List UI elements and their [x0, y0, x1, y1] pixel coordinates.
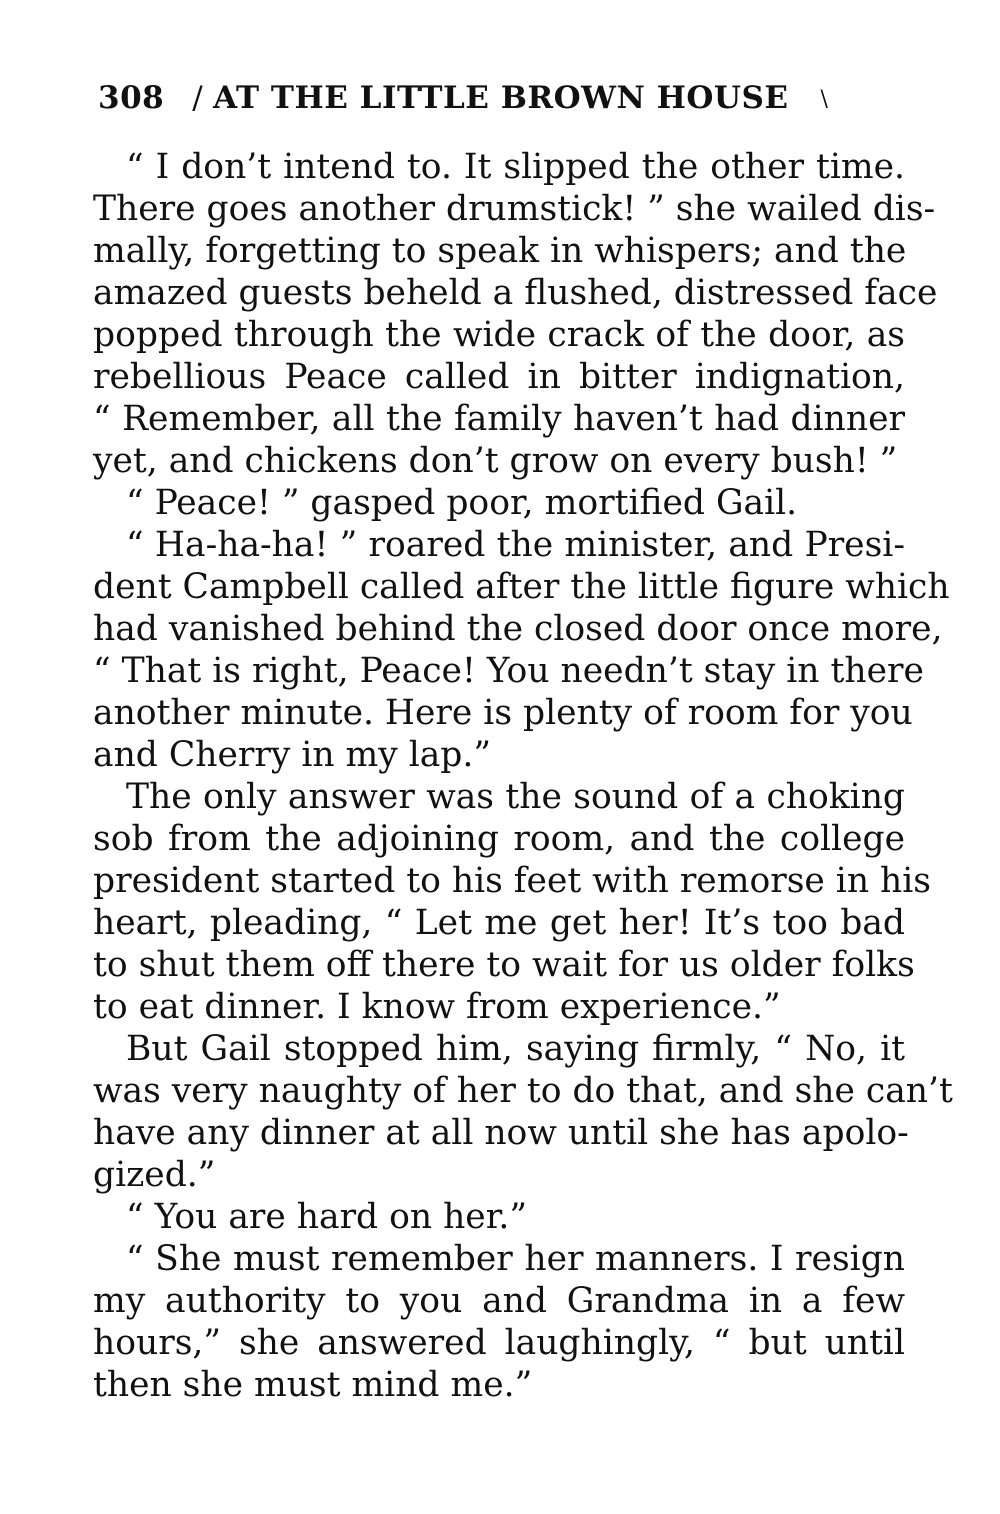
text-line: yet, and chickens don’t grow on every bush! ” [93, 441, 898, 481]
running-head-mark-left: / [192, 80, 204, 116]
text-line: rebellious Peace called in bitter indignation, [93, 357, 905, 397]
running-head-mark-right: \ [820, 86, 829, 112]
text-line: president started to his feet with remorse in his [93, 861, 931, 901]
text-line: “ That is right, Peace! You needn’t stay in there [93, 651, 924, 691]
text-line: “ Ha-ha-ha! ” roared the minister, and Presi- [126, 525, 905, 565]
text-line: mally, forgetting to speak in whispers; and the [93, 231, 907, 271]
text-line: to eat dinner. I know from experience.” [93, 987, 781, 1027]
text-line: “ She must remember her manners. I resign [126, 1239, 905, 1279]
text-line: another minute. Here is plenty of room for you [93, 693, 913, 733]
text-line: hours,” she answered laughingly, “ but until [93, 1323, 905, 1363]
running-head [98, 78, 898, 118]
text-line: amazed guests beheld a flushed, distressed face [93, 273, 938, 313]
text-line: popped through the wide crack of the door, as [93, 315, 905, 355]
text-line: was very naughty of her to do that, and she can’t [93, 1071, 953, 1111]
text-line: “ You are hard on her.” [126, 1197, 528, 1237]
text-line: and Cherry in my lap.” [93, 735, 491, 775]
text-line: But Gail stopped him, saying firmly, “ No, it [126, 1029, 905, 1069]
text-line: to shut them off there to wait for us older folks [93, 945, 915, 985]
text-line: sob from the adjoining room, and the college [93, 819, 905, 859]
text-line: There goes another drumstick! ” she wailed dis- [93, 189, 936, 229]
text-line: have any dinner at all now until she has apolo- [93, 1113, 909, 1153]
text-line: then she must mind me.” [93, 1365, 533, 1405]
text-line: dent Campbell called after the little figure which [93, 567, 950, 607]
text-line: “ Remember, all the family haven’t had dinner [93, 399, 905, 439]
body-text [93, 146, 953, 1406]
text-line: had vanished behind the closed door once more, [93, 609, 943, 649]
page-number: 308 [98, 80, 165, 116]
text-line: “ Peace! ” gasped poor, mortified Gail. [126, 483, 798, 523]
running-head-title: AT THE LITTLE BROWN HOUSE [213, 80, 789, 116]
text-line: my authority to you and Grandma in a few [93, 1281, 905, 1321]
text-line: gized.” [93, 1155, 216, 1195]
text-line: heart, pleading, “ Let me get her! It’s too bad [93, 903, 905, 943]
text-line: “ I don’t intend to. It slipped the other time. [126, 147, 905, 187]
text-line: The only answer was the sound of a choking [126, 777, 905, 817]
